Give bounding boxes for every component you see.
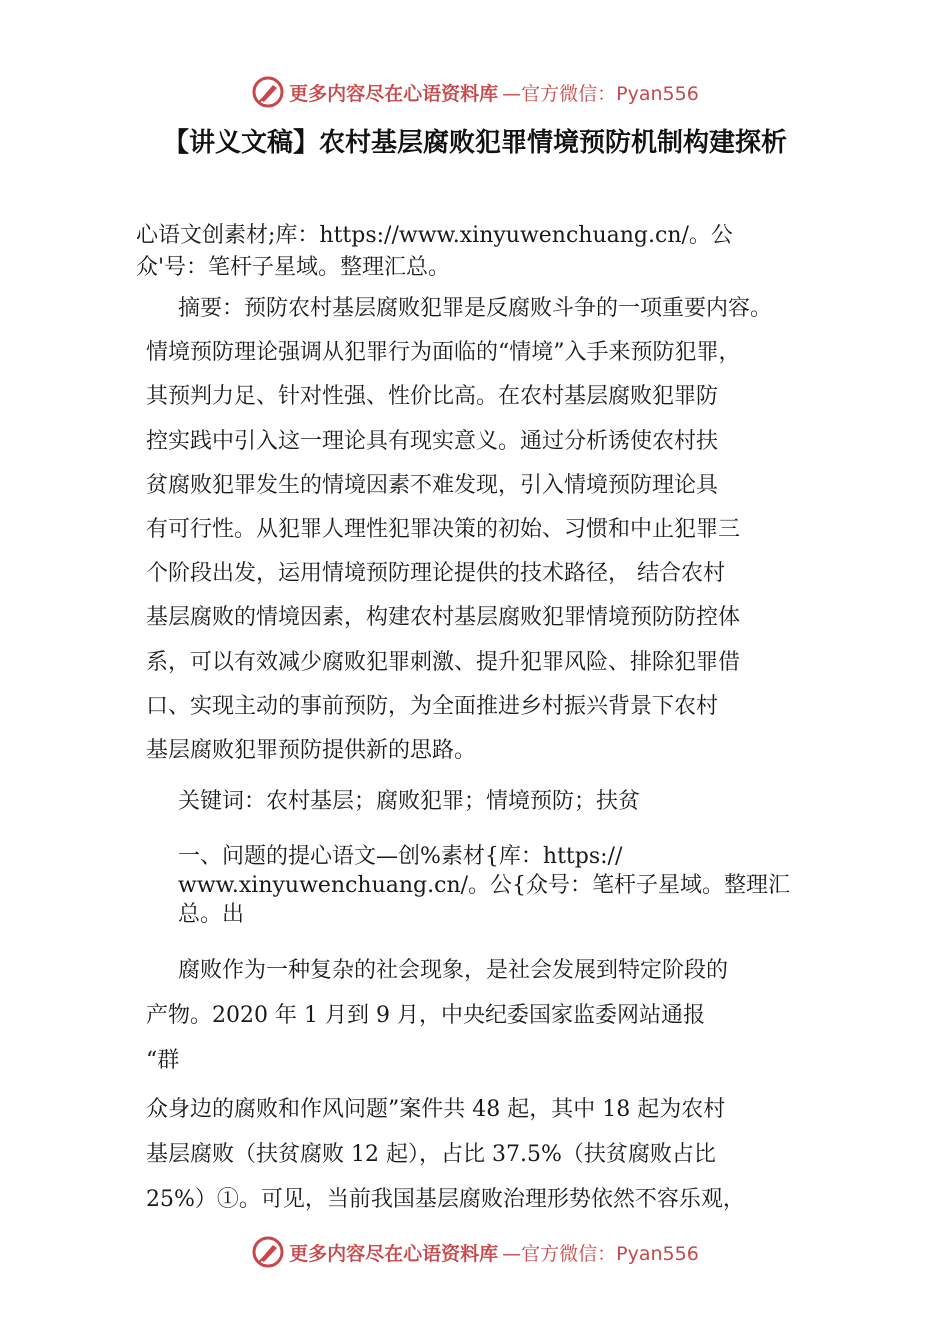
body-line: “群 [146, 1048, 180, 1073]
pen-seal-logo-icon [251, 1235, 285, 1269]
keywords-line: 关键词：农村基层；腐败犯罪；情境预防；扶贫 [178, 789, 641, 814]
body-line: 基层腐败（扶贫腐败 12 起），占比 37.5%（扶贫腐败占比 [146, 1142, 716, 1167]
abstract-line: 有可行性。从犯罪人理性犯罪决策的初始、习惯和中止犯罪三 [146, 517, 741, 543]
abstract-line: 口、实现主动的事前预防，为全面推进乡村振兴背景下农村 [146, 693, 719, 719]
abstract-line: 个阶段出发，运用情境预防理论提供的技术路径， 结合农村 [146, 561, 725, 587]
body-line: 腐败作为一种复杂的社会现象，是社会发展到特定阶段的 [178, 958, 729, 983]
body-paragraph-continued [146, 1087, 745, 1222]
section-line: 一、问题的提心语文—创%素材{库：https:// [178, 844, 623, 869]
abstract-line: 控实践中引入这一理论具有现实意义。通过分析诱使农村扶 [146, 428, 719, 454]
footer-banner [0, 1232, 950, 1272]
abstract-line: 摘要：预防农村基层腐败犯罪是反腐败斗争的一项重要内容。 [178, 296, 773, 321]
document-title: 【讲义文稿】农村基层腐败犯罪情境预防机制构建探析 [162, 128, 787, 158]
source-line: 心语文创素材;库：https://www.xinyuwenchuang.cn/。公 [136, 223, 733, 248]
banner-wechat: —官方微信：Pyan556 [502, 82, 699, 105]
pen-seal-logo-icon [251, 75, 285, 109]
abstract-line: 基层腐败犯罪预防提供新的思路。 [146, 738, 477, 764]
section-line: 总。出 [178, 902, 245, 927]
abstract-paragraph [146, 287, 772, 773]
abstract-line: 其预判力足、针对性强、性价比高。在农村基层腐败犯罪防 [146, 384, 719, 410]
source-line: 众'号：笔杆子星域。整理汇总。 [136, 255, 451, 280]
body-line: 众身边的腐败和作风问题”案件共 48 起，其中 18 起为农村 [146, 1097, 726, 1122]
banner-wechat: —官方微信：Pyan556 [502, 1242, 699, 1265]
abstract-line: 系，可以有效减少腐败犯罪刺激、提升犯罪风险、排除犯罪借 [146, 649, 741, 675]
abstract-line: 情境预防理论强调从犯罪行为面临的“情境”入手来预防犯罪， [146, 340, 741, 366]
section-heading [178, 842, 790, 929]
source-paragraph [136, 220, 733, 284]
banner-text: 更多内容尽在心语资料库 [289, 1242, 499, 1265]
section-line: www.xinyuwenchuang.cn/。公{众号：笔杆子星域。整理汇 [178, 873, 791, 898]
body-line: 产物。2020 年 1 月到 9 月，中央纪委国家监委网站通报 [146, 1003, 705, 1028]
banner-text: 更多内容尽在心语资料库 [289, 82, 499, 105]
header-banner [0, 72, 950, 112]
body-line: 25%）①。可见，当前我国基层腐败治理形势依然不容乐观， [146, 1187, 745, 1212]
abstract-line: 基层腐败的情境因素，构建农村基层腐败犯罪情境预防防控体 [146, 605, 741, 631]
body-paragraph [146, 948, 728, 1083]
abstract-line: 贫腐败犯罪发生的情境因素不难发现，引入情境预防理论具 [146, 472, 719, 498]
